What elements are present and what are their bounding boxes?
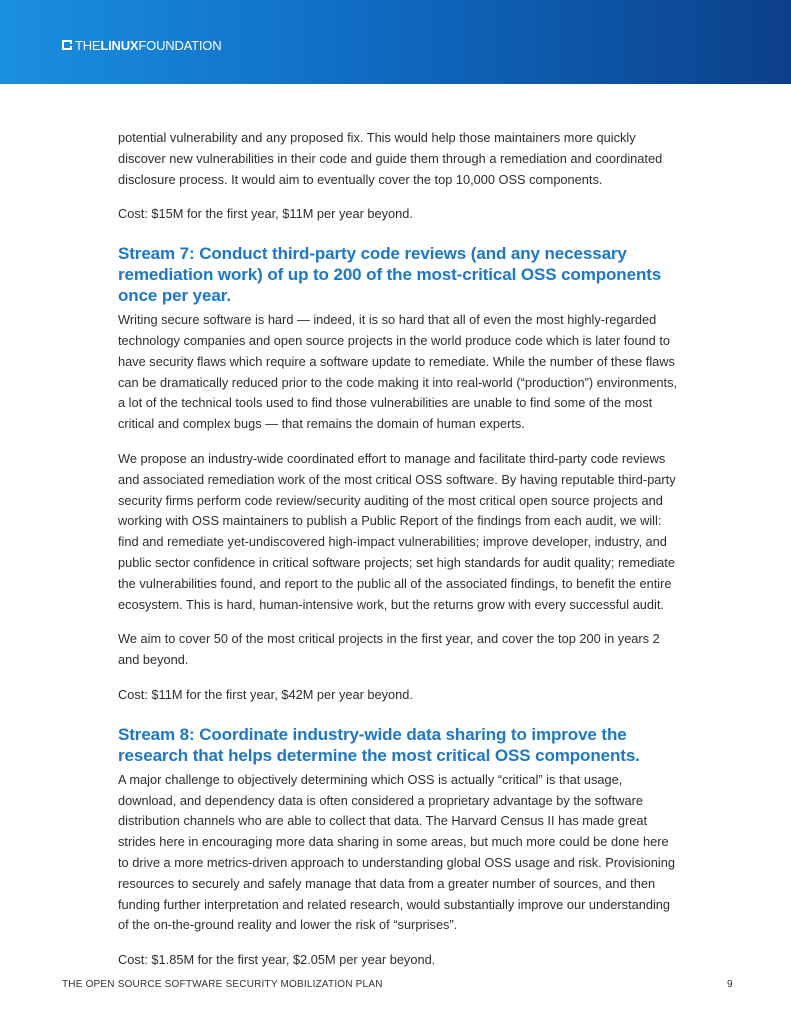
stream7-paragraph-2: We propose an industry-wide coordinated effort to manage and facilitate third-party code reviews and associated remediation work of the most critical OSS software. By having reputable third-party security firms perform code review/security auditing of the most critical open source projects and working with OSS maintainers to publish a Public Report of the findings from each audit, we will: find and remediate yet-undiscovered high-impact vulnerabilities; improve developer, industry, and public sector confidence in critical software projects; set high standards for audit quality; remediate the vulnerabilities found, and report to the public all of the associated findings, to benefit the entire ecosystem. This is hard, human-intensive work, but the returns grow with every successful audit.: [118, 450, 676, 612]
footer-document-title: THE OPEN SOURCE SOFTWARE SECURITY MOBILIZATION PLAN: [62, 979, 383, 990]
stream8-cost: Cost: $1.85M for the first year, $2.05M per year beyond.: [118, 952, 436, 968]
logo-text-foundation: FOUNDATION: [138, 37, 222, 53]
linux-foundation-logo-icon: [62, 40, 72, 50]
logo-text-the: THE: [75, 37, 101, 53]
intro-cost: Cost: $15M for the first year, $11M per year beyond.: [118, 206, 413, 222]
footer-page-number: 9: [727, 979, 733, 990]
logo-text-linux: LINUX: [100, 37, 139, 53]
linux-foundation-logo: [62, 37, 221, 53]
page-header: [0, 0, 791, 84]
page-body: [118, 128, 678, 989]
stream7-heading: Stream 7: Conduct third-party code reviews (and any necessary remediation work) of up to 200 of the most-critical OSS components once per year.: [118, 244, 662, 306]
stream8-heading: Stream 8: Coordinate industry-wide data sharing to improve the research that helps determine the most critical OSS components.: [118, 724, 640, 765]
stream7-paragraph-3: We aim to cover 50 of the most critical projects in the first year, and cover the top 200 in years 2 and beyond.: [118, 631, 660, 668]
stream7-cost: Cost: $11M for the first year, $42M per year beyond.: [118, 686, 413, 702]
intro-paragraph: potential vulnerability and any proposed fix. This would help those maintainers more quickly discover new vulnerabilities in their code and guide them through a remediation and coordinated disclosure process. It would aim to eventually cover the top 10,000 OSS components.: [118, 130, 663, 187]
stream7-paragraph-1: Writing secure software is hard — indeed, it is so hard that all of even the most highly-regarded technology companies and open source projects in the world produce code which is later found to have security flaws which require a software update to remediate. While the number of these flaws can be dramatically reduced prior to the code making it into real-world (“production”) environments, a lot of the technical tools used to find those vulnerabilities are unable to find some of the most critical and complex bugs — that remains the domain of human experts.: [118, 312, 678, 432]
stream8-paragraph-1: A major challenge to objectively determining which OSS is actually “critical” is that usage, download, and dependency data is often considered a proprietary advantage by the software distribution channels who are able to collect that data. The Harvard Census II has made great strides here in encouraging more data sharing in some areas, but much more could be done here to drive a more metrics-driven approach to understanding global OSS usage and risk. Provisioning resources to securely and safely manage that data from a greater number of sources, and then funding further interpretation and related research, would substantially improve our understanding of the on-the-ground reality and lower the risk of “surprises”.: [118, 771, 675, 933]
